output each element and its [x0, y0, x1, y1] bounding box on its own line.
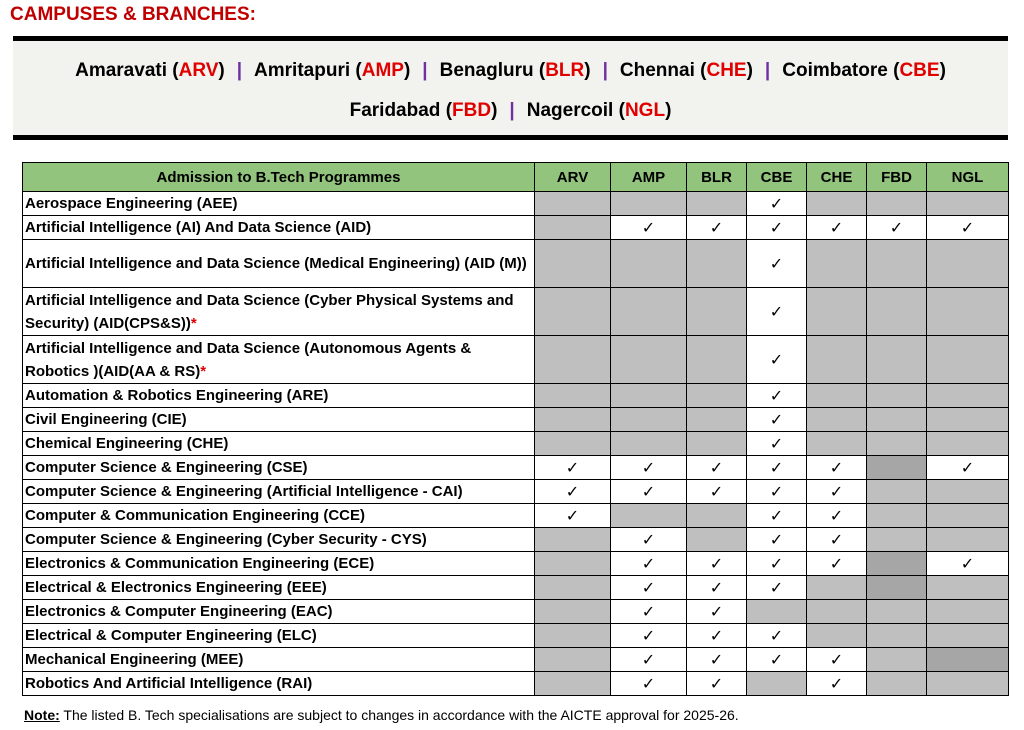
checkmark-icon: ✓: [769, 195, 784, 213]
table-row: [23, 576, 1009, 600]
not-offered-cell: [687, 192, 747, 216]
not-offered-cell: [867, 240, 927, 288]
programme-label: Electronics & Communication Engineering (ECE): [25, 555, 375, 572]
table-row: [23, 456, 1009, 480]
campus-code: FBD: [452, 100, 492, 121]
not-offered-cell: [535, 384, 611, 408]
not-offered-cell: [927, 672, 1009, 696]
not-offered-cell: [867, 600, 927, 624]
not-offered-cell: [687, 528, 747, 552]
offered-cell: [611, 456, 687, 480]
campus-entry: Nagercoil (NGL): [526, 100, 672, 121]
programme-label: Computer Science & Engineering (Cyber Security - CYS): [25, 531, 427, 548]
programme-name: [23, 672, 535, 696]
table-row: [23, 552, 1009, 576]
checkmark-icon: ✓: [709, 555, 724, 573]
checkmark-icon: ✓: [709, 579, 724, 597]
offered-cell: [611, 528, 687, 552]
table-row: [23, 432, 1009, 456]
not-offered-cell: [807, 336, 867, 384]
checkmark-icon: ✓: [769, 627, 784, 645]
checkmark-icon: ✓: [829, 555, 844, 573]
checkmark-icon: ✓: [829, 675, 844, 693]
campus-code: AMP: [361, 60, 404, 81]
checkmark-icon: ✓: [641, 459, 656, 477]
checkmark-icon: ✓: [709, 627, 724, 645]
not-offered-cell: [807, 432, 867, 456]
offered-cell: [687, 480, 747, 504]
programme-name: [23, 240, 535, 288]
offered-cell: [747, 480, 807, 504]
offered-cell: [611, 672, 687, 696]
campus-code: CHE: [706, 60, 747, 81]
offered-cell: [687, 672, 747, 696]
not-offered-cell: [807, 192, 867, 216]
asterisk-mark: *: [200, 362, 207, 380]
offered-cell: [747, 192, 807, 216]
programme-label: Automation & Robotics Engineering (ARE): [25, 387, 329, 404]
checkmark-icon: ✓: [709, 483, 724, 501]
campus-code: BLR: [545, 60, 585, 81]
offered-cell: [687, 552, 747, 576]
programme-name: [23, 600, 535, 624]
note-text: The listed B. Tech specialisations are subject to changes in accordance with the AICTE approval for 2025-26.: [59, 707, 739, 723]
programme-label: Aerospace Engineering (AEE): [25, 195, 238, 212]
programme-name: [23, 648, 535, 672]
checkmark-icon: ✓: [889, 219, 904, 237]
checkmark-icon: ✓: [769, 651, 784, 669]
checkmark-icon: ✓: [709, 459, 724, 477]
not-offered-cell: [611, 240, 687, 288]
offered-cell: [687, 600, 747, 624]
not-offered-cell: [535, 216, 611, 240]
offered-cell: [807, 504, 867, 528]
offered-cell: [747, 336, 807, 384]
not-offered-cell: [611, 384, 687, 408]
programme-label: Artificial Intelligence and Data Science (Medical Engineering) (AID (M)): [25, 255, 527, 272]
programme-name: [23, 384, 535, 408]
campus-entry: Coimbatore (CBE): [782, 60, 946, 81]
programme-name: [23, 216, 535, 240]
table-row: [23, 384, 1009, 408]
campus-name: Coimbatore: [782, 60, 888, 81]
not-offered-cell: [927, 240, 1009, 288]
note-label: Note:: [24, 707, 60, 723]
offered-cell: [611, 624, 687, 648]
programme-name: [23, 576, 535, 600]
offered-cell: [687, 648, 747, 672]
header-campus-code: FBD: [867, 163, 927, 192]
offered-cell: [535, 456, 611, 480]
programme-label: Robotics And Artificial Intelligence (RAI): [25, 675, 313, 692]
campus-line-2: [13, 98, 1008, 124]
not-offered-cell: [927, 192, 1009, 216]
table-row: [23, 480, 1009, 504]
not-offered-cell: [535, 552, 611, 576]
not-offered-cell: [867, 384, 927, 408]
not-offered-cell: [687, 504, 747, 528]
programme-label: Mechanical Engineering (MEE): [25, 651, 244, 668]
checkmark-icon: ✓: [829, 507, 844, 525]
offered-cell: [747, 624, 807, 648]
header-campus-code: CBE: [747, 163, 807, 192]
offered-cell: [747, 408, 807, 432]
programme-label: Artificial Intelligence and Data Science (Cyber Physical Systems and Security) (AID(CPS&S)): [25, 291, 514, 332]
not-offered-cell: [867, 576, 927, 600]
offered-cell: [687, 216, 747, 240]
table-row: [23, 288, 1009, 336]
not-offered-cell: [611, 408, 687, 432]
not-offered-cell: [867, 624, 927, 648]
separator: |: [422, 60, 428, 81]
not-offered-cell: [687, 288, 747, 336]
checkmark-icon: ✓: [829, 531, 844, 549]
not-offered-cell: [687, 384, 747, 408]
not-offered-cell: [807, 240, 867, 288]
not-offered-cell: [535, 600, 611, 624]
offered-cell: [535, 480, 611, 504]
not-offered-cell: [687, 408, 747, 432]
not-offered-cell: [927, 648, 1009, 672]
checkmark-icon: ✓: [769, 555, 784, 573]
not-offered-cell: [611, 432, 687, 456]
checkmark-icon: ✓: [709, 219, 724, 237]
programme-name: [23, 528, 535, 552]
offered-cell: [687, 624, 747, 648]
programme-name: [23, 456, 535, 480]
not-offered-cell: [807, 384, 867, 408]
checkmark-icon: ✓: [641, 603, 656, 621]
table-row: [23, 408, 1009, 432]
not-offered-cell: [747, 600, 807, 624]
campus-code: CBE: [899, 60, 940, 81]
checkmark-icon: ✓: [769, 411, 784, 429]
not-offered-cell: [927, 576, 1009, 600]
offered-cell: [747, 240, 807, 288]
table-row: [23, 240, 1009, 288]
not-offered-cell: [687, 240, 747, 288]
offered-cell: [611, 480, 687, 504]
checkmark-icon: ✓: [769, 435, 784, 453]
not-offered-cell: [535, 336, 611, 384]
not-offered-cell: [867, 408, 927, 432]
offered-cell: [747, 432, 807, 456]
table-row: [23, 336, 1009, 384]
not-offered-cell: [867, 672, 927, 696]
not-offered-cell: [535, 624, 611, 648]
not-offered-cell: [535, 288, 611, 336]
checkmark-icon: ✓: [769, 255, 784, 273]
not-offered-cell: [535, 192, 611, 216]
not-offered-cell: [535, 528, 611, 552]
offered-cell: [611, 576, 687, 600]
header-campus-code: NGL: [927, 163, 1009, 192]
programme-label: Electrical & Electronics Engineering (EEE): [25, 579, 327, 596]
not-offered-cell: [927, 624, 1009, 648]
checkmark-icon: ✓: [565, 507, 580, 525]
checkmark-icon: ✓: [641, 555, 656, 573]
checkmark-icon: ✓: [641, 675, 656, 693]
checkmark-icon: ✓: [829, 483, 844, 501]
campus-name: Chennai: [619, 60, 695, 81]
not-offered-cell: [867, 288, 927, 336]
programmes-table: [22, 162, 1009, 696]
checkmark-icon: ✓: [709, 603, 724, 621]
not-offered-cell: [747, 672, 807, 696]
offered-cell: [807, 456, 867, 480]
not-offered-cell: [927, 288, 1009, 336]
offered-cell: [535, 504, 611, 528]
offered-cell: [747, 288, 807, 336]
header-programmes: Admission to B.Tech Programmes: [23, 163, 535, 192]
not-offered-cell: [807, 288, 867, 336]
programme-name: [23, 288, 535, 336]
offered-cell: [747, 216, 807, 240]
programme-name: [23, 432, 535, 456]
not-offered-cell: [535, 648, 611, 672]
not-offered-cell: [927, 336, 1009, 384]
campus-entry: Chennai (CHE): [619, 60, 753, 81]
not-offered-cell: [867, 336, 927, 384]
programme-label: Computer Science & Engineering (Artificial Intelligence - CAI): [25, 483, 463, 500]
checkmark-icon: ✓: [960, 219, 975, 237]
checkmark-icon: ✓: [769, 579, 784, 597]
programme-label: Artificial Intelligence (AI) And Data Science (AID): [25, 219, 372, 236]
not-offered-cell: [867, 480, 927, 504]
offered-cell: [927, 216, 1009, 240]
table-header-row: [23, 163, 1009, 192]
header-campus-code: AMP: [611, 163, 687, 192]
campus-code: NGL: [624, 100, 666, 121]
not-offered-cell: [807, 624, 867, 648]
footnote: [24, 707, 739, 723]
table-row: [23, 528, 1009, 552]
offered-cell: [807, 528, 867, 552]
not-offered-cell: [867, 504, 927, 528]
offered-cell: [687, 576, 747, 600]
not-offered-cell: [867, 432, 927, 456]
not-offered-cell: [927, 504, 1009, 528]
checkmark-icon: ✓: [829, 651, 844, 669]
table-row: [23, 192, 1009, 216]
offered-cell: [807, 480, 867, 504]
campus-entry: Amaravati (ARV): [75, 60, 225, 81]
not-offered-cell: [611, 504, 687, 528]
programme-name: [23, 624, 535, 648]
checkmark-icon: ✓: [641, 651, 656, 669]
campus-name: Amaravati: [75, 60, 167, 81]
checkmark-icon: ✓: [769, 483, 784, 501]
not-offered-cell: [611, 192, 687, 216]
campus-line-1: [13, 58, 1008, 84]
not-offered-cell: [807, 600, 867, 624]
checkmark-icon: ✓: [565, 459, 580, 477]
table-row: [23, 216, 1009, 240]
not-offered-cell: [867, 456, 927, 480]
not-offered-cell: [535, 240, 611, 288]
programme-label: Computer & Communication Engineering (CCE): [25, 507, 366, 524]
campus-code: ARV: [178, 60, 219, 81]
campus-entry: Faridabad (FBD): [349, 100, 498, 121]
offered-cell: [807, 648, 867, 672]
table-row: [23, 600, 1009, 624]
offered-cell: [611, 552, 687, 576]
table-row: [23, 672, 1009, 696]
campus-banner: [13, 36, 1008, 140]
campus-entry: Amritapuri (AMP): [254, 60, 411, 81]
separator: |: [509, 100, 515, 121]
table-row: [23, 624, 1009, 648]
not-offered-cell: [927, 528, 1009, 552]
separator: |: [764, 60, 771, 81]
offered-cell: [747, 528, 807, 552]
checkmark-icon: ✓: [709, 675, 724, 693]
offered-cell: [611, 600, 687, 624]
programme-name: [23, 192, 535, 216]
separator: |: [236, 60, 243, 81]
checkmark-icon: ✓: [960, 555, 975, 573]
table-row: [23, 648, 1009, 672]
campus-name: Benagluru: [439, 60, 534, 81]
checkmark-icon: ✓: [769, 459, 784, 477]
checkmark-icon: ✓: [641, 579, 656, 597]
programme-name: [23, 336, 535, 384]
not-offered-cell: [611, 288, 687, 336]
offered-cell: [687, 456, 747, 480]
checkmark-icon: ✓: [769, 351, 784, 369]
programme-name: [23, 408, 535, 432]
not-offered-cell: [867, 192, 927, 216]
checkmark-icon: ✓: [709, 651, 724, 669]
campus-name: Faridabad: [349, 100, 441, 121]
section-title: CAMPUSES & BRANCHES:: [10, 4, 256, 25]
offered-cell: [747, 552, 807, 576]
programme-label: Electronics & Computer Engineering (EAC): [25, 603, 333, 620]
not-offered-cell: [867, 552, 927, 576]
checkmark-icon: ✓: [769, 531, 784, 549]
offered-cell: [611, 216, 687, 240]
programme-name: [23, 504, 535, 528]
separator: |: [602, 60, 608, 81]
programme-name: [23, 552, 535, 576]
checkmark-icon: ✓: [641, 483, 656, 501]
not-offered-cell: [927, 480, 1009, 504]
programme-label: Electrical & Computer Engineering (ELC): [25, 627, 317, 644]
header-campus-code: BLR: [687, 163, 747, 192]
not-offered-cell: [807, 576, 867, 600]
asterisk-mark: *: [190, 314, 197, 332]
offered-cell: [927, 552, 1009, 576]
programme-label: Chemical Engineering (CHE): [25, 435, 229, 452]
not-offered-cell: [807, 408, 867, 432]
not-offered-cell: [687, 336, 747, 384]
checkmark-icon: ✓: [641, 627, 656, 645]
checkmark-icon: ✓: [829, 219, 844, 237]
not-offered-cell: [867, 648, 927, 672]
campus-name: Amritapuri: [254, 60, 351, 81]
offered-cell: [747, 648, 807, 672]
not-offered-cell: [927, 600, 1009, 624]
not-offered-cell: [687, 432, 747, 456]
not-offered-cell: [927, 408, 1009, 432]
programme-label: Artificial Intelligence and Data Science (Autonomous Agents & Robotics )(AID(AA & RS): [25, 339, 472, 380]
offered-cell: [747, 504, 807, 528]
header-campus-code: ARV: [535, 163, 611, 192]
checkmark-icon: ✓: [769, 219, 784, 237]
not-offered-cell: [611, 336, 687, 384]
checkmark-icon: ✓: [769, 387, 784, 405]
campus-entry: Benagluru (BLR): [439, 60, 591, 81]
offered-cell: [747, 576, 807, 600]
programme-label: Computer Science & Engineering (CSE): [25, 459, 308, 476]
programme-label: Civil Engineering (CIE): [25, 411, 187, 428]
not-offered-cell: [927, 432, 1009, 456]
checkmark-icon: ✓: [565, 483, 580, 501]
offered-cell: [867, 216, 927, 240]
offered-cell: [747, 456, 807, 480]
offered-cell: [807, 552, 867, 576]
checkmark-icon: ✓: [641, 219, 656, 237]
not-offered-cell: [927, 384, 1009, 408]
programme-name: [23, 480, 535, 504]
not-offered-cell: [535, 432, 611, 456]
offered-cell: [747, 384, 807, 408]
offered-cell: [611, 648, 687, 672]
campus-name: Nagercoil: [526, 100, 614, 121]
checkmark-icon: ✓: [829, 459, 844, 477]
offered-cell: [807, 672, 867, 696]
checkmark-icon: ✓: [960, 459, 975, 477]
header-campus-code: CHE: [807, 163, 867, 192]
not-offered-cell: [535, 408, 611, 432]
not-offered-cell: [535, 576, 611, 600]
checkmark-icon: ✓: [769, 303, 784, 321]
table-row: [23, 504, 1009, 528]
checkmark-icon: ✓: [641, 531, 656, 549]
offered-cell: [807, 216, 867, 240]
checkmark-icon: ✓: [769, 507, 784, 525]
not-offered-cell: [867, 528, 927, 552]
not-offered-cell: [535, 672, 611, 696]
offered-cell: [927, 456, 1009, 480]
